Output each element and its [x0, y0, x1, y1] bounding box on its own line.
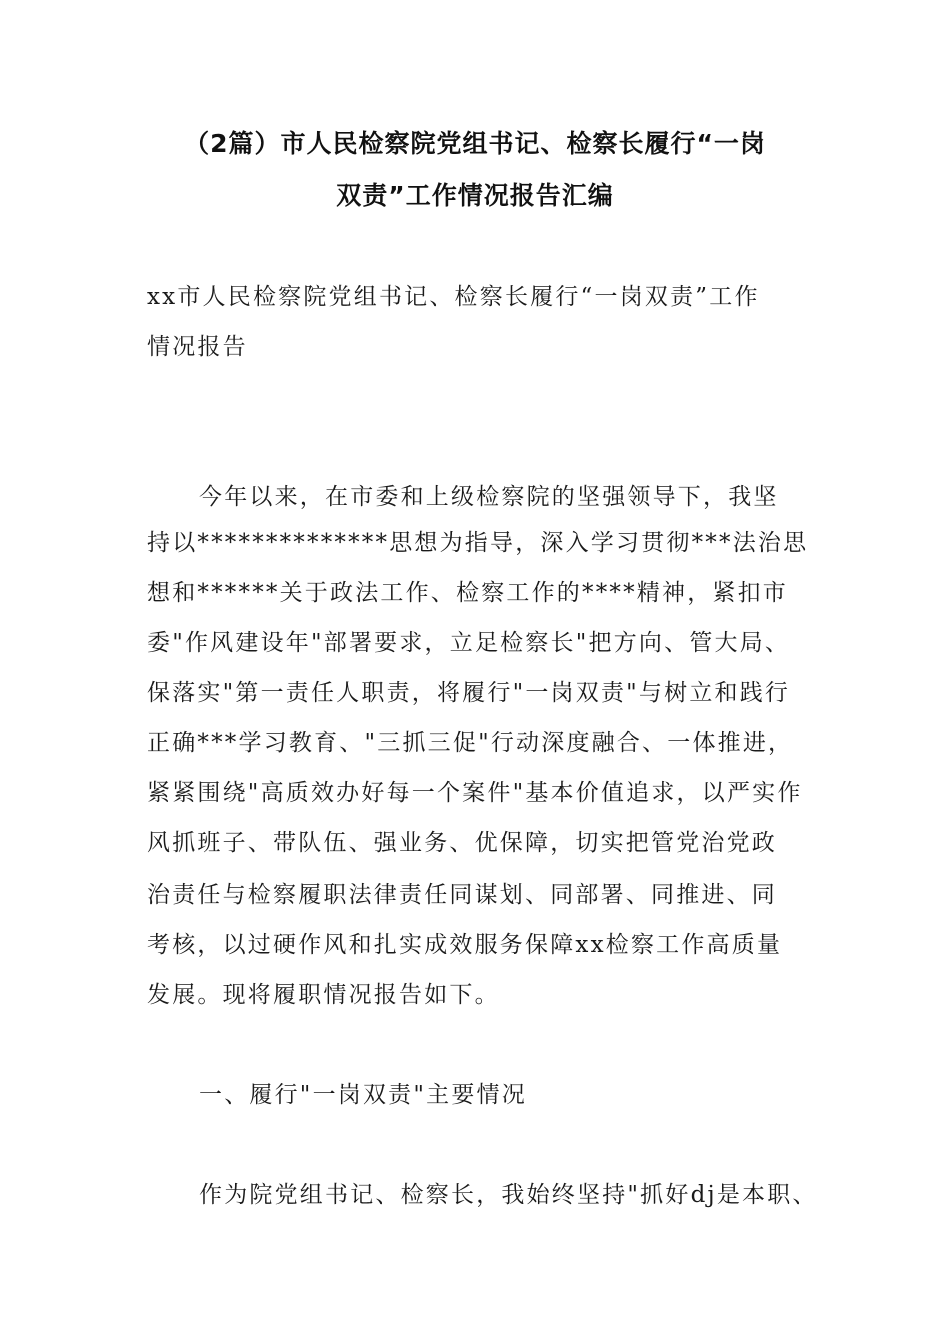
- paragraph-line: 风抓班子、带队伍、强业务、优保障，切实把管党治党政: [147, 830, 777, 856]
- document-title-line-1: （2篇）市人民检察院党组书记、检察长履行“一岗: [184, 129, 766, 158]
- paragraph-line: 委"作风建设年"部署要求，立足检察长"把方向、管大局、: [147, 630, 791, 656]
- report-subtitle-line-2: 情况报告: [147, 334, 248, 360]
- paragraph-line: 发展。现将履职情况报告如下。: [147, 982, 500, 1008]
- paragraph-line: 正确***学习教育、"三抓三促"行动深度融合、一体推进，: [147, 730, 794, 756]
- section-heading: 一、履行"一岗双责"主要情况: [199, 1082, 527, 1108]
- paragraph-line: 考核，以过硬作风和扎实成效服务保障xx检察工作高质量: [147, 932, 783, 958]
- paragraph-line: 保落实"第一责任人职责，将履行"一岗双责"与树立和践行: [147, 680, 791, 706]
- paragraph-line: 作为院党组书记、检察长，我始终坚持"抓好dj是本职、: [199, 1182, 818, 1208]
- document-title-line-2: 双责”工作情况报告汇编: [336, 181, 614, 210]
- paragraph-line: 治责任与检察履职法律责任同谋划、同部署、同推进、同: [147, 882, 777, 908]
- paragraph-line: 想和******关于政法工作、检察工作的****精神，紧扣市: [147, 580, 788, 606]
- paragraph-line: 紧紧围绕"高质效办好每一个案件"基本价值追求，以严实作: [147, 780, 803, 806]
- paragraph-line: 持以**************思想为指导，深入学习贯彻***法治思: [147, 530, 809, 556]
- report-subtitle-line-1: xx市人民检察院党组书记、检察长履行“一岗双责”工作: [147, 284, 760, 310]
- paragraph-line: 今年以来，在市委和上级检察院的坚强领导下，我坚: [199, 484, 779, 510]
